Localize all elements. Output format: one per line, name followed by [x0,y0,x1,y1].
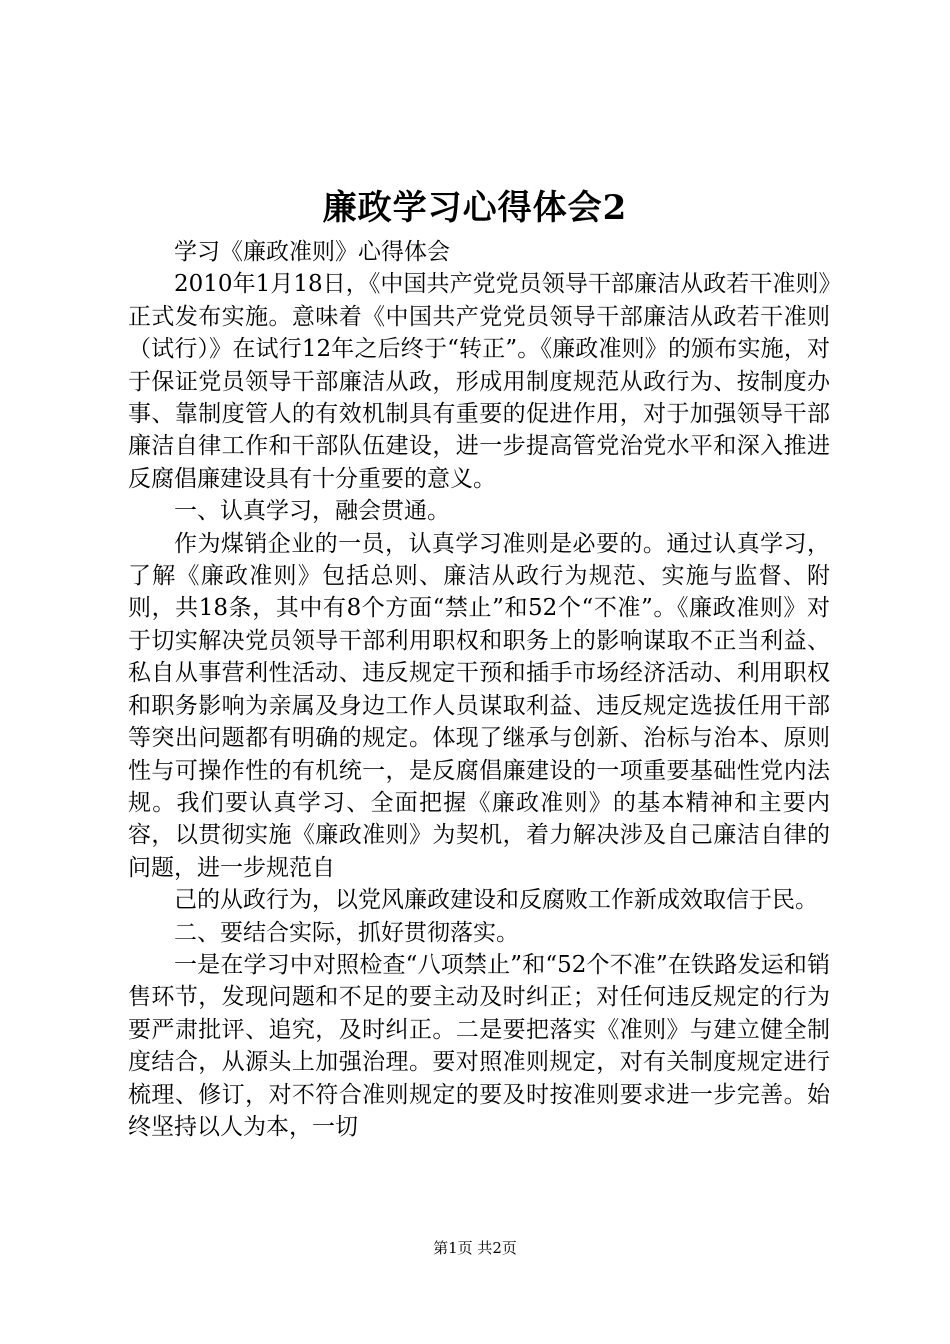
paragraph-section-1: 作为煤销企业的一员，认真学习准则是必要的。通过认真学习，了解《廉政准则》包括总则、廉洁从政行为规范、实施与监督、附则，共18条，其中有8个方面“禁止”和52个“不准”。《廉政准则》对于切实解决党员领导干部利用职权和职务上的影响谋取不正当利益、私自从事营利性活动、违反规定干预和插手市场经济活动、利用职权和职务影响为亲属及身边工作人员谋取利益、违反规定选拔任用干部等突出问题都有明确的规定。体现了继承与创新、治标与治本、原则性与可操作性的有机统一，是反腐倡廉建设的一项重要基础性党内法规。我们要认真学习、全面把握《廉政准则》的基本精神和主要内容，以贯彻实施《廉政准则》为契机，着力解决涉及自己廉洁自律的问题，进一步规范自 [128,530,830,881]
page-number-footer: 第1页 共2页 [433,1239,517,1257]
document-title: 廉政学习心得体会2 [322,188,628,228]
paragraph-subtitle: 学习《廉政准则》心得体会 [174,239,450,265]
section-heading-2: 二、要结合实际，抓好贯彻落实。 [174,919,519,946]
paragraph-intro: 2010年1月18日，《中国共产党党员领导干部廉洁从政若干准则》正式发布实施。意味着《中国共产党党员领导干部廉洁从政若干准则（试行）》在试行12年之后终于“转正”。《廉政准则》的颁布实施，对于保证党员领导干部廉洁从政，形成用制度规范从政行为、按制度办事、靠制度管人的有效机制具有重要的促进作用，对于加强领导干部廉洁自律工作和干部队伍建设，进一步提高管党治党水平和深入推进反腐倡廉建设具有十分重要的意义。 [128,271,830,492]
section-heading-1: 一、认真学习，融会贯通。 [174,498,450,525]
paragraph-section-2: 一是在学习中对照检查“八项禁止”和“52个不准”在铁路发运和销售环节，发现问题和不足的要主动及时纠正；对任何违反规定的行为要严肃批评、追究，及时纠正。二是要把落实《准则》与建立健全制度结合，从源头上加强治理。要对照准则规定，对有关制度规定进行梳理、修订，对不符合准则规定的要及时按准则要求进一步完善。始终坚持以人为本，一切 [128,951,830,1140]
document-body [128,236,830,1143]
paragraph-section-1-continued: 己的从政行为，以党风廉政建设和反腐败工作新成效取信于民。 [174,887,818,914]
